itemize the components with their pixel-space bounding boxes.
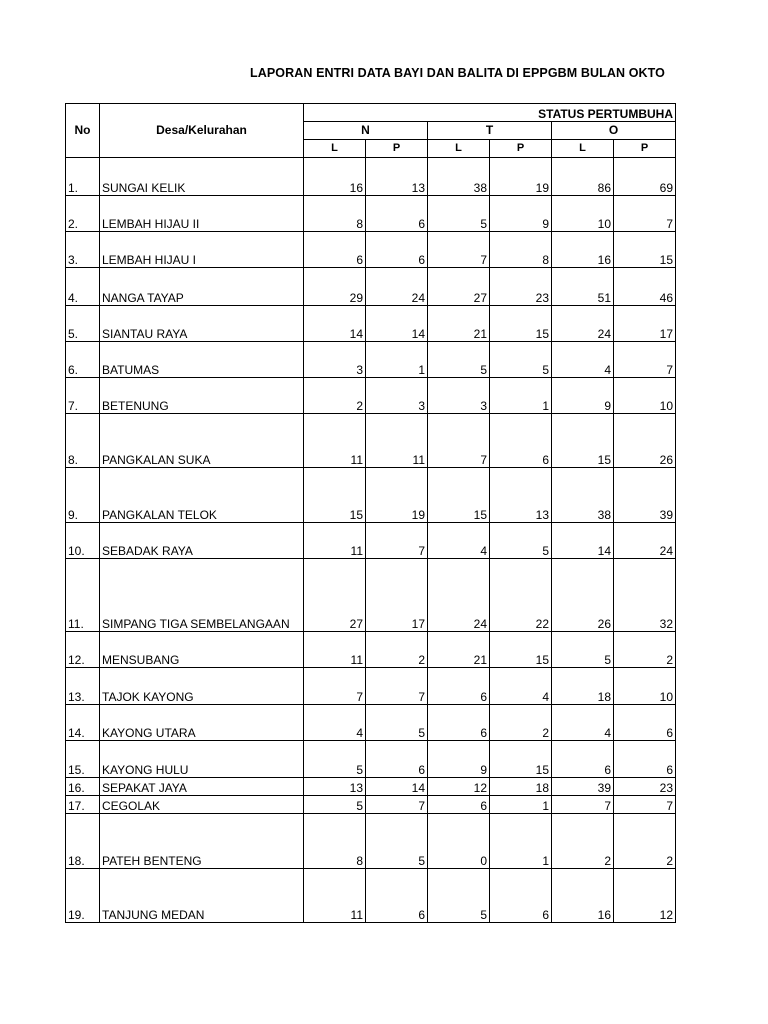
row-value-cell: 11 (304, 523, 366, 559)
table-row (66, 778, 676, 796)
row-number: 11. (66, 559, 100, 632)
row-value-cell: 0 (428, 814, 490, 869)
table-row (66, 632, 676, 668)
row-number: 5. (66, 306, 100, 342)
row-number: 15. (66, 741, 100, 778)
row-value-cell: 13 (304, 778, 366, 796)
row-value-cell: 9 (428, 741, 490, 778)
table-row (66, 414, 676, 468)
row-value-cell: 17 (614, 306, 676, 342)
row-value-cell: 8 (490, 232, 552, 268)
row-value-cell: 24 (366, 268, 428, 306)
row-desa-name: PANGKALAN TELOK (100, 468, 304, 523)
row-value-cell: 11 (366, 414, 428, 468)
row-value-cell: 6 (428, 668, 490, 705)
row-number: 3. (66, 232, 100, 268)
row-desa-name: KAYONG HULU (100, 741, 304, 778)
header-sub-l: L (552, 140, 614, 158)
row-desa-name: LEMBAH HIJAU I (100, 232, 304, 268)
row-number: 19. (66, 869, 100, 923)
row-value-cell: 6 (366, 869, 428, 923)
header-group-t: T (428, 122, 552, 140)
row-desa-name: BATUMAS (100, 342, 304, 378)
row-desa-name: SEPAKAT JAYA (100, 778, 304, 796)
row-value-cell: 24 (614, 523, 676, 559)
row-value-cell: 5 (428, 869, 490, 923)
row-value-cell: 6 (428, 796, 490, 814)
row-value-cell: 22 (490, 559, 552, 632)
row-value-cell: 5 (366, 814, 428, 869)
table-row (66, 796, 676, 814)
row-desa-name: CEGOLAK (100, 796, 304, 814)
table-row (66, 814, 676, 869)
table-row (66, 306, 676, 342)
row-value-cell: 15 (614, 232, 676, 268)
header-no: No (66, 104, 100, 158)
row-value-cell: 10 (614, 378, 676, 414)
row-value-cell: 6 (490, 414, 552, 468)
row-value-cell: 2 (552, 814, 614, 869)
row-number: 13. (66, 668, 100, 705)
row-value-cell: 3 (428, 378, 490, 414)
row-value-cell: 3 (304, 342, 366, 378)
row-value-cell: 17 (366, 559, 428, 632)
row-value-cell: 69 (614, 158, 676, 196)
table-row (66, 378, 676, 414)
row-number: 1. (66, 158, 100, 196)
row-value-cell: 46 (614, 268, 676, 306)
row-value-cell: 1 (366, 342, 428, 378)
row-value-cell: 11 (304, 414, 366, 468)
table-row (66, 158, 676, 196)
header-group-n: N (304, 122, 428, 140)
table-row (66, 559, 676, 632)
row-value-cell: 2 (614, 814, 676, 869)
row-value-cell: 6 (366, 196, 428, 232)
row-value-cell: 14 (552, 523, 614, 559)
row-value-cell: 51 (552, 268, 614, 306)
row-value-cell: 24 (428, 559, 490, 632)
row-desa-name: SIANTAU RAYA (100, 306, 304, 342)
header-sub-l: L (304, 140, 366, 158)
table-row (66, 468, 676, 523)
row-value-cell: 7 (366, 796, 428, 814)
row-number: 10. (66, 523, 100, 559)
row-value-cell: 8 (304, 196, 366, 232)
row-value-cell: 16 (304, 158, 366, 196)
table-row (66, 196, 676, 232)
row-number: 6. (66, 342, 100, 378)
row-value-cell: 1 (490, 796, 552, 814)
table-row (66, 232, 676, 268)
row-value-cell: 3 (366, 378, 428, 414)
row-value-cell: 2 (366, 632, 428, 668)
row-desa-name: TAJOK KAYONG (100, 668, 304, 705)
row-value-cell: 5 (490, 342, 552, 378)
row-value-cell: 21 (428, 632, 490, 668)
header-sub-p: P (614, 140, 676, 158)
row-value-cell: 9 (552, 378, 614, 414)
row-number: 4. (66, 268, 100, 306)
row-desa-name: PANGKALAN SUKA (100, 414, 304, 468)
row-number: 9. (66, 468, 100, 523)
row-value-cell: 7 (304, 668, 366, 705)
row-value-cell: 6 (490, 869, 552, 923)
header-sub-p: P (366, 140, 428, 158)
row-value-cell: 7 (552, 796, 614, 814)
table-row (66, 705, 676, 741)
row-number: 8. (66, 414, 100, 468)
row-value-cell: 7 (428, 414, 490, 468)
row-value-cell: 19 (490, 158, 552, 196)
header-status: STATUS PERTUMBUHA (304, 104, 676, 122)
row-value-cell: 27 (304, 559, 366, 632)
row-value-cell: 11 (304, 632, 366, 668)
row-desa-name: TANJUNG MEDAN (100, 869, 304, 923)
row-value-cell: 6 (428, 705, 490, 741)
row-desa-name: NANGA TAYAP (100, 268, 304, 306)
row-value-cell: 32 (614, 559, 676, 632)
row-value-cell: 21 (428, 306, 490, 342)
row-value-cell: 6 (614, 705, 676, 741)
row-desa-name: MENSUBANG (100, 632, 304, 668)
row-value-cell: 38 (428, 158, 490, 196)
row-value-cell: 7 (366, 668, 428, 705)
row-value-cell: 10 (614, 668, 676, 705)
row-value-cell: 6 (366, 232, 428, 268)
row-value-cell: 16 (552, 232, 614, 268)
row-value-cell: 13 (366, 158, 428, 196)
row-value-cell: 19 (366, 468, 428, 523)
row-value-cell: 5 (366, 705, 428, 741)
row-desa-name: SEBADAK RAYA (100, 523, 304, 559)
row-value-cell: 29 (304, 268, 366, 306)
row-number: 18. (66, 814, 100, 869)
row-value-cell: 5 (428, 196, 490, 232)
row-value-cell: 24 (552, 306, 614, 342)
row-value-cell: 7 (614, 796, 676, 814)
row-value-cell: 86 (552, 158, 614, 196)
row-value-cell: 26 (552, 559, 614, 632)
row-value-cell: 15 (490, 632, 552, 668)
row-value-cell: 7 (614, 342, 676, 378)
row-value-cell: 1 (490, 378, 552, 414)
row-value-cell: 2 (614, 632, 676, 668)
row-value-cell: 5 (490, 523, 552, 559)
row-desa-name: BETENUNG (100, 378, 304, 414)
row-value-cell: 15 (490, 741, 552, 778)
row-value-cell: 5 (552, 632, 614, 668)
row-desa-name: PATEH BENTENG (100, 814, 304, 869)
row-value-cell: 38 (552, 468, 614, 523)
table-row (66, 268, 676, 306)
row-number: 2. (66, 196, 100, 232)
row-value-cell: 6 (552, 741, 614, 778)
row-value-cell: 39 (614, 468, 676, 523)
row-value-cell: 6 (614, 741, 676, 778)
row-value-cell: 14 (366, 306, 428, 342)
row-desa-name: LEMBAH HIJAU II (100, 196, 304, 232)
row-desa-name: SIMPANG TIGA SEMBELANGAAN (100, 559, 304, 632)
row-value-cell: 8 (304, 814, 366, 869)
row-value-cell: 1 (490, 814, 552, 869)
row-number: 17. (66, 796, 100, 814)
row-value-cell: 15 (304, 468, 366, 523)
table-row (66, 523, 676, 559)
row-value-cell: 4 (490, 668, 552, 705)
row-value-cell: 39 (552, 778, 614, 796)
report-table (65, 103, 676, 923)
row-value-cell: 2 (304, 378, 366, 414)
header-group-o: O (552, 122, 676, 140)
row-number: 12. (66, 632, 100, 668)
row-value-cell: 10 (552, 196, 614, 232)
row-value-cell: 15 (428, 468, 490, 523)
row-value-cell: 15 (552, 414, 614, 468)
row-value-cell: 15 (490, 306, 552, 342)
row-value-cell: 7 (428, 232, 490, 268)
row-value-cell: 18 (552, 668, 614, 705)
report-title: LAPORAN ENTRI DATA BAYI DAN BALITA DI EPPGBM BULAN OKTO (250, 66, 665, 80)
header-sub-p: P (490, 140, 552, 158)
header-sub-l: L (428, 140, 490, 158)
row-value-cell: 5 (304, 741, 366, 778)
row-value-cell: 4 (428, 523, 490, 559)
row-value-cell: 16 (552, 869, 614, 923)
row-value-cell: 23 (614, 778, 676, 796)
row-value-cell: 9 (490, 196, 552, 232)
row-desa-name: KAYONG UTARA (100, 705, 304, 741)
row-value-cell: 4 (552, 705, 614, 741)
row-value-cell: 6 (304, 232, 366, 268)
row-value-cell: 4 (304, 705, 366, 741)
table-row (66, 342, 676, 378)
row-value-cell: 12 (614, 869, 676, 923)
row-value-cell: 11 (304, 869, 366, 923)
row-value-cell: 14 (304, 306, 366, 342)
header-desa: Desa/Kelurahan (100, 104, 304, 158)
row-value-cell: 12 (428, 778, 490, 796)
table-row (66, 668, 676, 705)
row-value-cell: 14 (366, 778, 428, 796)
row-number: 16. (66, 778, 100, 796)
row-value-cell: 7 (366, 523, 428, 559)
row-desa-name: SUNGAI KELIK (100, 158, 304, 196)
table-row (66, 869, 676, 923)
row-value-cell: 6 (366, 741, 428, 778)
row-value-cell: 7 (614, 196, 676, 232)
row-value-cell: 5 (304, 796, 366, 814)
row-value-cell: 26 (614, 414, 676, 468)
row-value-cell: 18 (490, 778, 552, 796)
row-value-cell: 27 (428, 268, 490, 306)
table-row (66, 741, 676, 778)
row-value-cell: 5 (428, 342, 490, 378)
row-value-cell: 23 (490, 268, 552, 306)
row-value-cell: 2 (490, 705, 552, 741)
row-value-cell: 4 (552, 342, 614, 378)
row-number: 14. (66, 705, 100, 741)
row-number: 7. (66, 378, 100, 414)
row-value-cell: 13 (490, 468, 552, 523)
